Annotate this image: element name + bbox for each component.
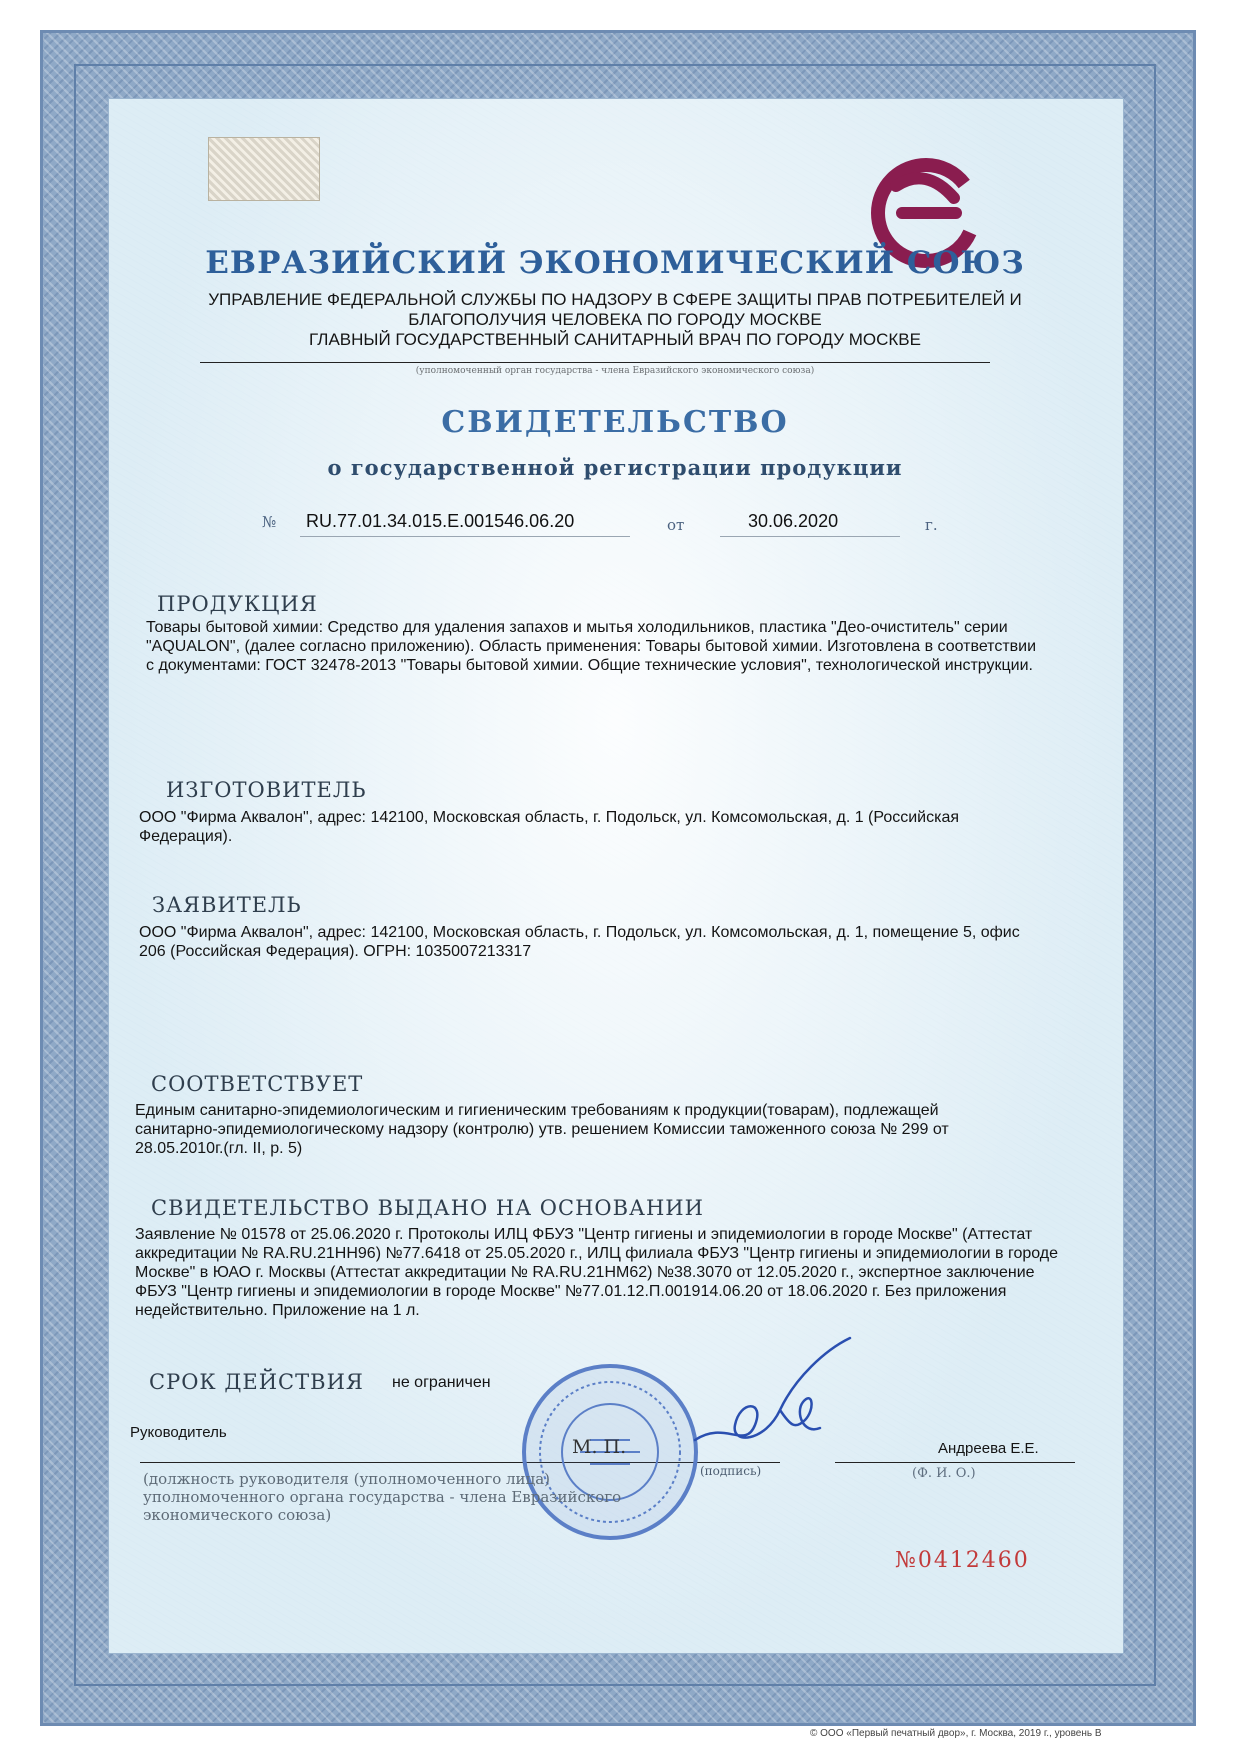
authority-underline (200, 362, 990, 363)
manufacturer-heading: ИЗГОТОВИТЕЛЬ (166, 778, 367, 802)
authority-block (150, 290, 1080, 350)
conformity-heading: СООТВЕТСТВУЕТ (151, 1072, 364, 1096)
number-mark: № (262, 513, 277, 531)
serial-number: №0412460 (895, 1548, 1030, 1573)
authority-caption: (уполномоченный орган государства - члена Евразийского экономического союза) (415, 366, 815, 376)
hologram-sticker (208, 137, 320, 201)
printer-footer: © ООО «Первый печатный двор», г. Москва, 2019 г., уровень В (810, 1728, 1102, 1739)
registration-number: RU.77.01.34.015.Е.001546.06.20 (306, 511, 575, 531)
number-underline (300, 536, 630, 537)
authority-line: БЛАГОПОЛУЧИЯ ЧЕЛОВЕКА ПО ГОРОДУ МОСКВЕ (408, 310, 822, 329)
signer-name: Андреева Е.Е. (938, 1440, 1039, 1457)
position-caption: (должность руководителя (уполномоченного лица) уполномоченного органа государства - члена Евразийского экономического союза) (143, 1470, 622, 1524)
signature-label: (подпись) (700, 1464, 762, 1478)
handwritten-signature-icon (685, 1330, 855, 1470)
registration-date: 30.06.2020 (748, 511, 839, 531)
date-underline (720, 536, 900, 537)
validity-value: не ограничен (392, 1374, 491, 1391)
manufacturer-text: ООО "Фирма Аквалон", адрес: 142100, Московская область, г. Подольск, ул. Комсомольская, д. 1 (Российская Федерация). (139, 809, 960, 845)
seal-place-label: М. П. (572, 1436, 627, 1458)
certificate-title: СВИДЕТЕЛЬСТВО (441, 405, 789, 440)
validity-heading: СРОК ДЕЙСТВИЯ (149, 1370, 364, 1394)
fio-caption: (Ф. И. О.) (912, 1466, 976, 1481)
date-suffix: г. (925, 516, 938, 534)
authority-line: ГЛАВНЫЙ ГОСУДАРСТВЕННЫЙ САНИТАРНЫЙ ВРАЧ ПО ГОРОДУ МОСКВЕ (309, 330, 921, 349)
product-text: Товары бытовой химии: Средство для удаления запахов и мытья холодильников, пластика "Део-очиститель" серии "AQUALON", (далее согласно приложению). Область применения: Товары бытовой химии. Изготовлена в соответствии с документами: ГОСТ 32478-2013 "Товары бытовой химии. Общие технические условия", технологической инструкции. (146, 619, 1037, 674)
union-title: ЕВРАЗИЙСКИЙ ЭКОНОМИЧЕСКИЙ СОЮЗ (205, 245, 1025, 281)
applicant-text: ООО "Фирма Аквалон", адрес: 142100, Московская область, г. Подольск, ул. Комсомольская, д. 1, помещение 5, офис 206 (Российская Федерация). ОГРН: 1035007213317 (139, 924, 1020, 960)
product-heading: ПРОДУКЦИЯ (157, 592, 318, 616)
date-prefix: от (667, 516, 685, 534)
basis-text: Заявление № 01578 от 25.06.2020 г. Протоколы ИЛЦ ФБУЗ "Центр гигиены и эпидемиологии в городе Москве" (Аттестат аккредитации № RA.RU.21НН96) №77.6418 от 25.05.2020 г., ИЛЦ филиала ФБУЗ "Центр гигиены и эпидемиологии в городе Москве" в ЮАО г. Москвы (Аттестат аккредитации № RA.RU.21НМ62) №38.3070 от 12.05.2020 г., экспертное заключение ФБУЗ "Центр гигиены и эпидемиологии в городе Москве" №77.01.12.П.001914.06.20 от 18.06.2020 г. Без приложения недействительно. Приложение на 1 л. (135, 1226, 1059, 1319)
signer-role: Руководитель (130, 1424, 227, 1441)
applicant-heading: ЗАЯВИТЕЛЬ (152, 893, 302, 917)
certificate-subtitle: о государственной регистрации продукции (327, 455, 903, 480)
name-line (835, 1462, 1075, 1463)
basis-heading: СВИДЕТЕЛЬСТВО ВЫДАНО НА ОСНОВАНИИ (151, 1196, 704, 1220)
conformity-text: Единым санитарно-эпидемиологическим и гигиеническим требованиям к продукции(товарам), подлежащей санитарно-эпидемиологическому надзору (контролю) утв. решением Комиссии таможенного союза № 299 от 28.05.2010г.(гл. II, р. 5) (135, 1102, 949, 1157)
authority-line: УПРАВЛЕНИЕ ФЕДЕРАЛЬНОЙ СЛУЖБЫ ПО НАДЗОРУ В СФЕРЕ ЗАЩИТЫ ПРАВ ПОТРЕБИТЕЛЕЙ И (208, 290, 1022, 309)
